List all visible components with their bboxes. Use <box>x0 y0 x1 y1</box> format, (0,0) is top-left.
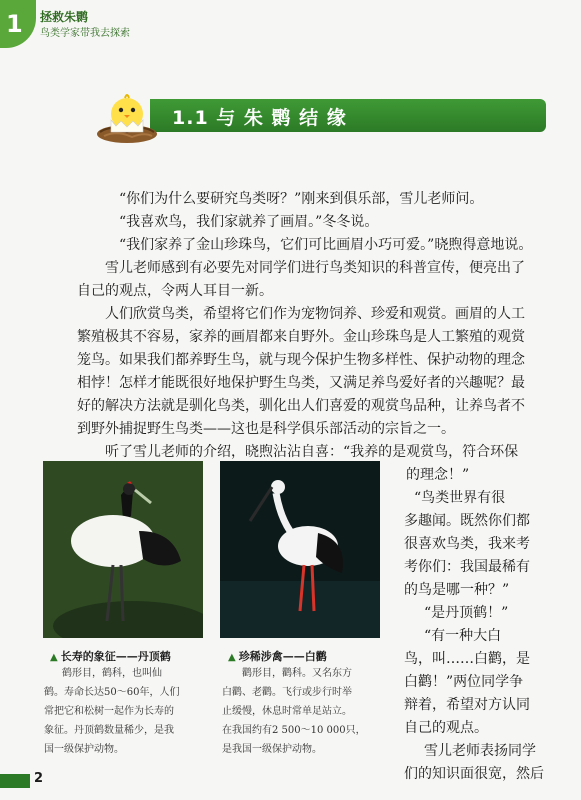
right-column-line: 鸟，叫……白鹳，是 <box>404 651 530 667</box>
paragraph-line: 笼鸟。如果我们都养野生鸟，就与现今保护生物多样性、保护动物的理念 <box>77 352 525 368</box>
crane-photo <box>43 461 203 638</box>
chapter-number: 1 <box>6 10 23 38</box>
page-number: 2 <box>34 771 44 786</box>
paragraph-line: “我喜欢鸟，我们家就养了画眉。”冬冬说。 <box>119 214 379 230</box>
triangle-icon: ▲ <box>50 652 58 663</box>
paragraph-line: 相悖！怎样才能既很好地保护野生鸟类，又满足养鸟爱好者的兴趣呢？最 <box>77 375 525 391</box>
chapter-title: 拯救朱鹮 <box>40 10 89 24</box>
right-column-line: 的鸟是哪一种？” <box>404 582 510 598</box>
paragraph-line: 到野外捕捉野生鸟类——这也是科学俱乐部活动的宗旨之一。 <box>77 421 455 437</box>
crane-caption-line: 象征。丹顶鹤数量稀少，是我 <box>44 725 174 736</box>
chick-in-nest-icon <box>92 88 162 146</box>
stork-caption-line: 鹳形目，鹳科。又名东方 <box>242 668 352 679</box>
crane-caption-line: 国一级保护动物。 <box>44 744 124 755</box>
stork-caption-line: 止缓慢，休息时常单足站立。 <box>222 706 352 717</box>
stork-photo <box>220 461 380 638</box>
stork-caption-title <box>228 648 327 664</box>
right-column-line: “有一种大白 <box>424 628 502 644</box>
right-column-line: “鸟类世界有很 <box>414 490 506 506</box>
right-column-line: 很喜欢鸟类，我来考 <box>404 536 530 552</box>
stork-caption-title-text: 珍稀涉禽——白鹳 <box>238 650 327 663</box>
crane-caption-line: 鹤形目，鹤科，也叫仙 <box>62 668 162 679</box>
paragraph-line: “我们家养了金山珍珠鸟，它们可比画眉小巧可爱。”晓煦得意地说。 <box>119 237 533 253</box>
paragraph-line: 繁殖极其不容易，家养的画眉都来自野外。金山珍珠鸟是人工繁殖的观赏 <box>77 329 525 345</box>
crane-caption-title-text: 长寿的象征——丹顶鹤 <box>60 650 171 663</box>
stork-caption-line: 在我国约有2 500～10 000只， <box>222 725 366 736</box>
paragraph-line: 自己的观点，令两人耳目一新。 <box>77 283 273 299</box>
footer-bar <box>0 774 30 788</box>
right-column-line: 雪儿老师表扬同学 <box>424 743 536 759</box>
right-column-line: “是丹顶鹤！” <box>424 605 509 621</box>
paragraph-line: 雪儿老师感到有必要先对同学们进行鸟类知识的科普宣传，便亮出了 <box>105 260 525 276</box>
right-column-line: 们的知识面很宽，然后 <box>404 766 544 782</box>
right-column-line: 的理念！” <box>406 467 470 483</box>
right-column-line: 自己的观点。 <box>404 720 488 736</box>
chapter-subtitle: 鸟类学家带我去探索 <box>40 28 130 39</box>
paragraph-line: 听了雪儿老师的介绍，晓煦沾沾自喜：“我养的是观赏鸟，符合环保 <box>105 444 519 460</box>
crane-caption-title <box>50 648 171 664</box>
right-column-line: 辩着，希望对方认同 <box>404 697 530 713</box>
paragraph-line: 好的解决方法就是驯化鸟类，驯化出人们喜爱的观赏鸟品种，让养鸟者不 <box>77 398 525 414</box>
paragraph-line: 人们欣赏鸟类，希望将它们作为宠物饲养、珍爱和观赏。画眉的人工 <box>105 306 525 322</box>
right-column-line: 多趣闻。既然你们都 <box>404 513 530 529</box>
crane-caption-line: 鹤。寿命长达50～60年，人们 <box>44 687 180 698</box>
crane-caption-line: 常把它和松树一起作为长寿的 <box>44 706 174 717</box>
paragraph-line: “你们为什么要研究鸟类呀？”刚来到俱乐部，雪儿老师问。 <box>119 191 484 207</box>
stork-caption-line: 是我国一级保护动物。 <box>222 744 322 755</box>
right-column-line: 考你们：我国最稀有 <box>404 559 530 575</box>
right-column-line: 白鹳！”两位同学争 <box>404 674 524 690</box>
stork-caption-line: 白鹳、老鹳。飞行或步行时举 <box>222 687 352 698</box>
triangle-icon: ▲ <box>228 652 236 663</box>
section-title: 1.1 与 朱 鹮 结 缘 <box>172 107 347 129</box>
